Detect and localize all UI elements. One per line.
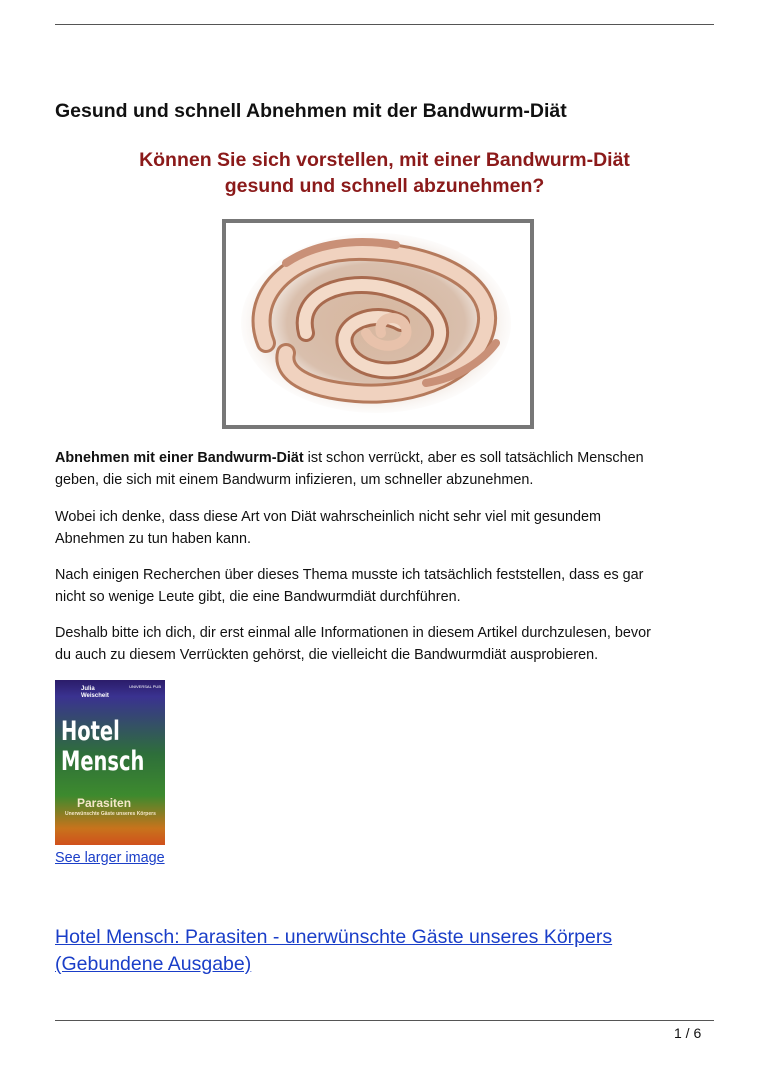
paragraph-1 — [55, 448, 725, 491]
book-title-line-3: Parasiten — [77, 796, 132, 810]
book-title-link-line-2[interactable]: (Gebundene Ausgabe) — [55, 953, 252, 975]
subtitle-line-1: Können Sie sich vorstellen, mit einer Bandwurm-Diät — [139, 149, 630, 171]
page-subtitle — [55, 147, 714, 199]
tapeworm-illustration — [226, 223, 530, 425]
paragraph-4-line-1: Deshalb bitte ich dich, dir erst einmal alle Informationen in diesem Artikel durchzulesen, bevor — [55, 625, 651, 641]
book-title-link[interactable] — [55, 924, 715, 978]
paragraph-1-rest: ist schon verrückt, aber es soll tatsächlich Menschen — [303, 450, 644, 466]
page-number: 1 / 6 — [674, 1025, 702, 1041]
paragraph-3-line-1: Nach einigen Recherchen über dieses Thema musste ich tatsächlich feststellen, dass es gar — [55, 567, 644, 583]
book-author — [81, 686, 109, 700]
book-cover-image[interactable] — [55, 680, 165, 845]
subtitle-line-2: gesund und schnell abzunehmen? — [224, 175, 545, 197]
paragraph-1-line-2: geben, die sich mit einem Bandwurm infizieren, um schneller abzunehmen. — [55, 471, 534, 488]
book-author-last: Weischeit — [81, 693, 109, 699]
book-publisher: UNIVERSAL PUB — [129, 684, 161, 689]
paragraph-3 — [55, 565, 725, 608]
book-tagline: Unerwünschte Gäste unseres Körpers — [65, 811, 156, 817]
paragraph-2-line-2: Abnehmen zu tun haben kann. — [55, 530, 252, 547]
paragraph-4-line-2: du auch zu diesem Verrückten gehörst, die vielleicht die Bandwurmdiät ausprobieren. — [55, 646, 599, 663]
book-title-link-line-1[interactable]: Hotel Mensch: Parasiten - unerwünschte Gäste unseres Körpers — [55, 926, 613, 948]
footer-rule — [55, 1020, 714, 1021]
paragraph-2 — [55, 507, 725, 550]
paragraph-3-line-2: nicht so wenige Leute gibt, die eine Bandwurmdiät durchführen. — [55, 588, 461, 605]
page-title: Gesund und schnell Abnehmen mit der Bandwurm-Diät — [55, 100, 567, 122]
tapeworm-image — [222, 219, 534, 429]
paragraph-1-bold: Abnehmen mit einer Bandwurm-Diät — [55, 450, 304, 466]
see-larger-image-link[interactable]: See larger image — [55, 850, 165, 866]
book-author-first: Julia — [81, 686, 95, 692]
paragraph-2-line-1: Wobei ich denke, dass diese Art von Diät wahrscheinlich nicht sehr viel mit gesundem — [55, 509, 602, 525]
book-title-line-2: Mensch — [61, 746, 145, 777]
book-title-line-1: Hotel — [61, 716, 120, 747]
header-rule — [55, 24, 714, 25]
paragraph-4 — [55, 623, 725, 666]
